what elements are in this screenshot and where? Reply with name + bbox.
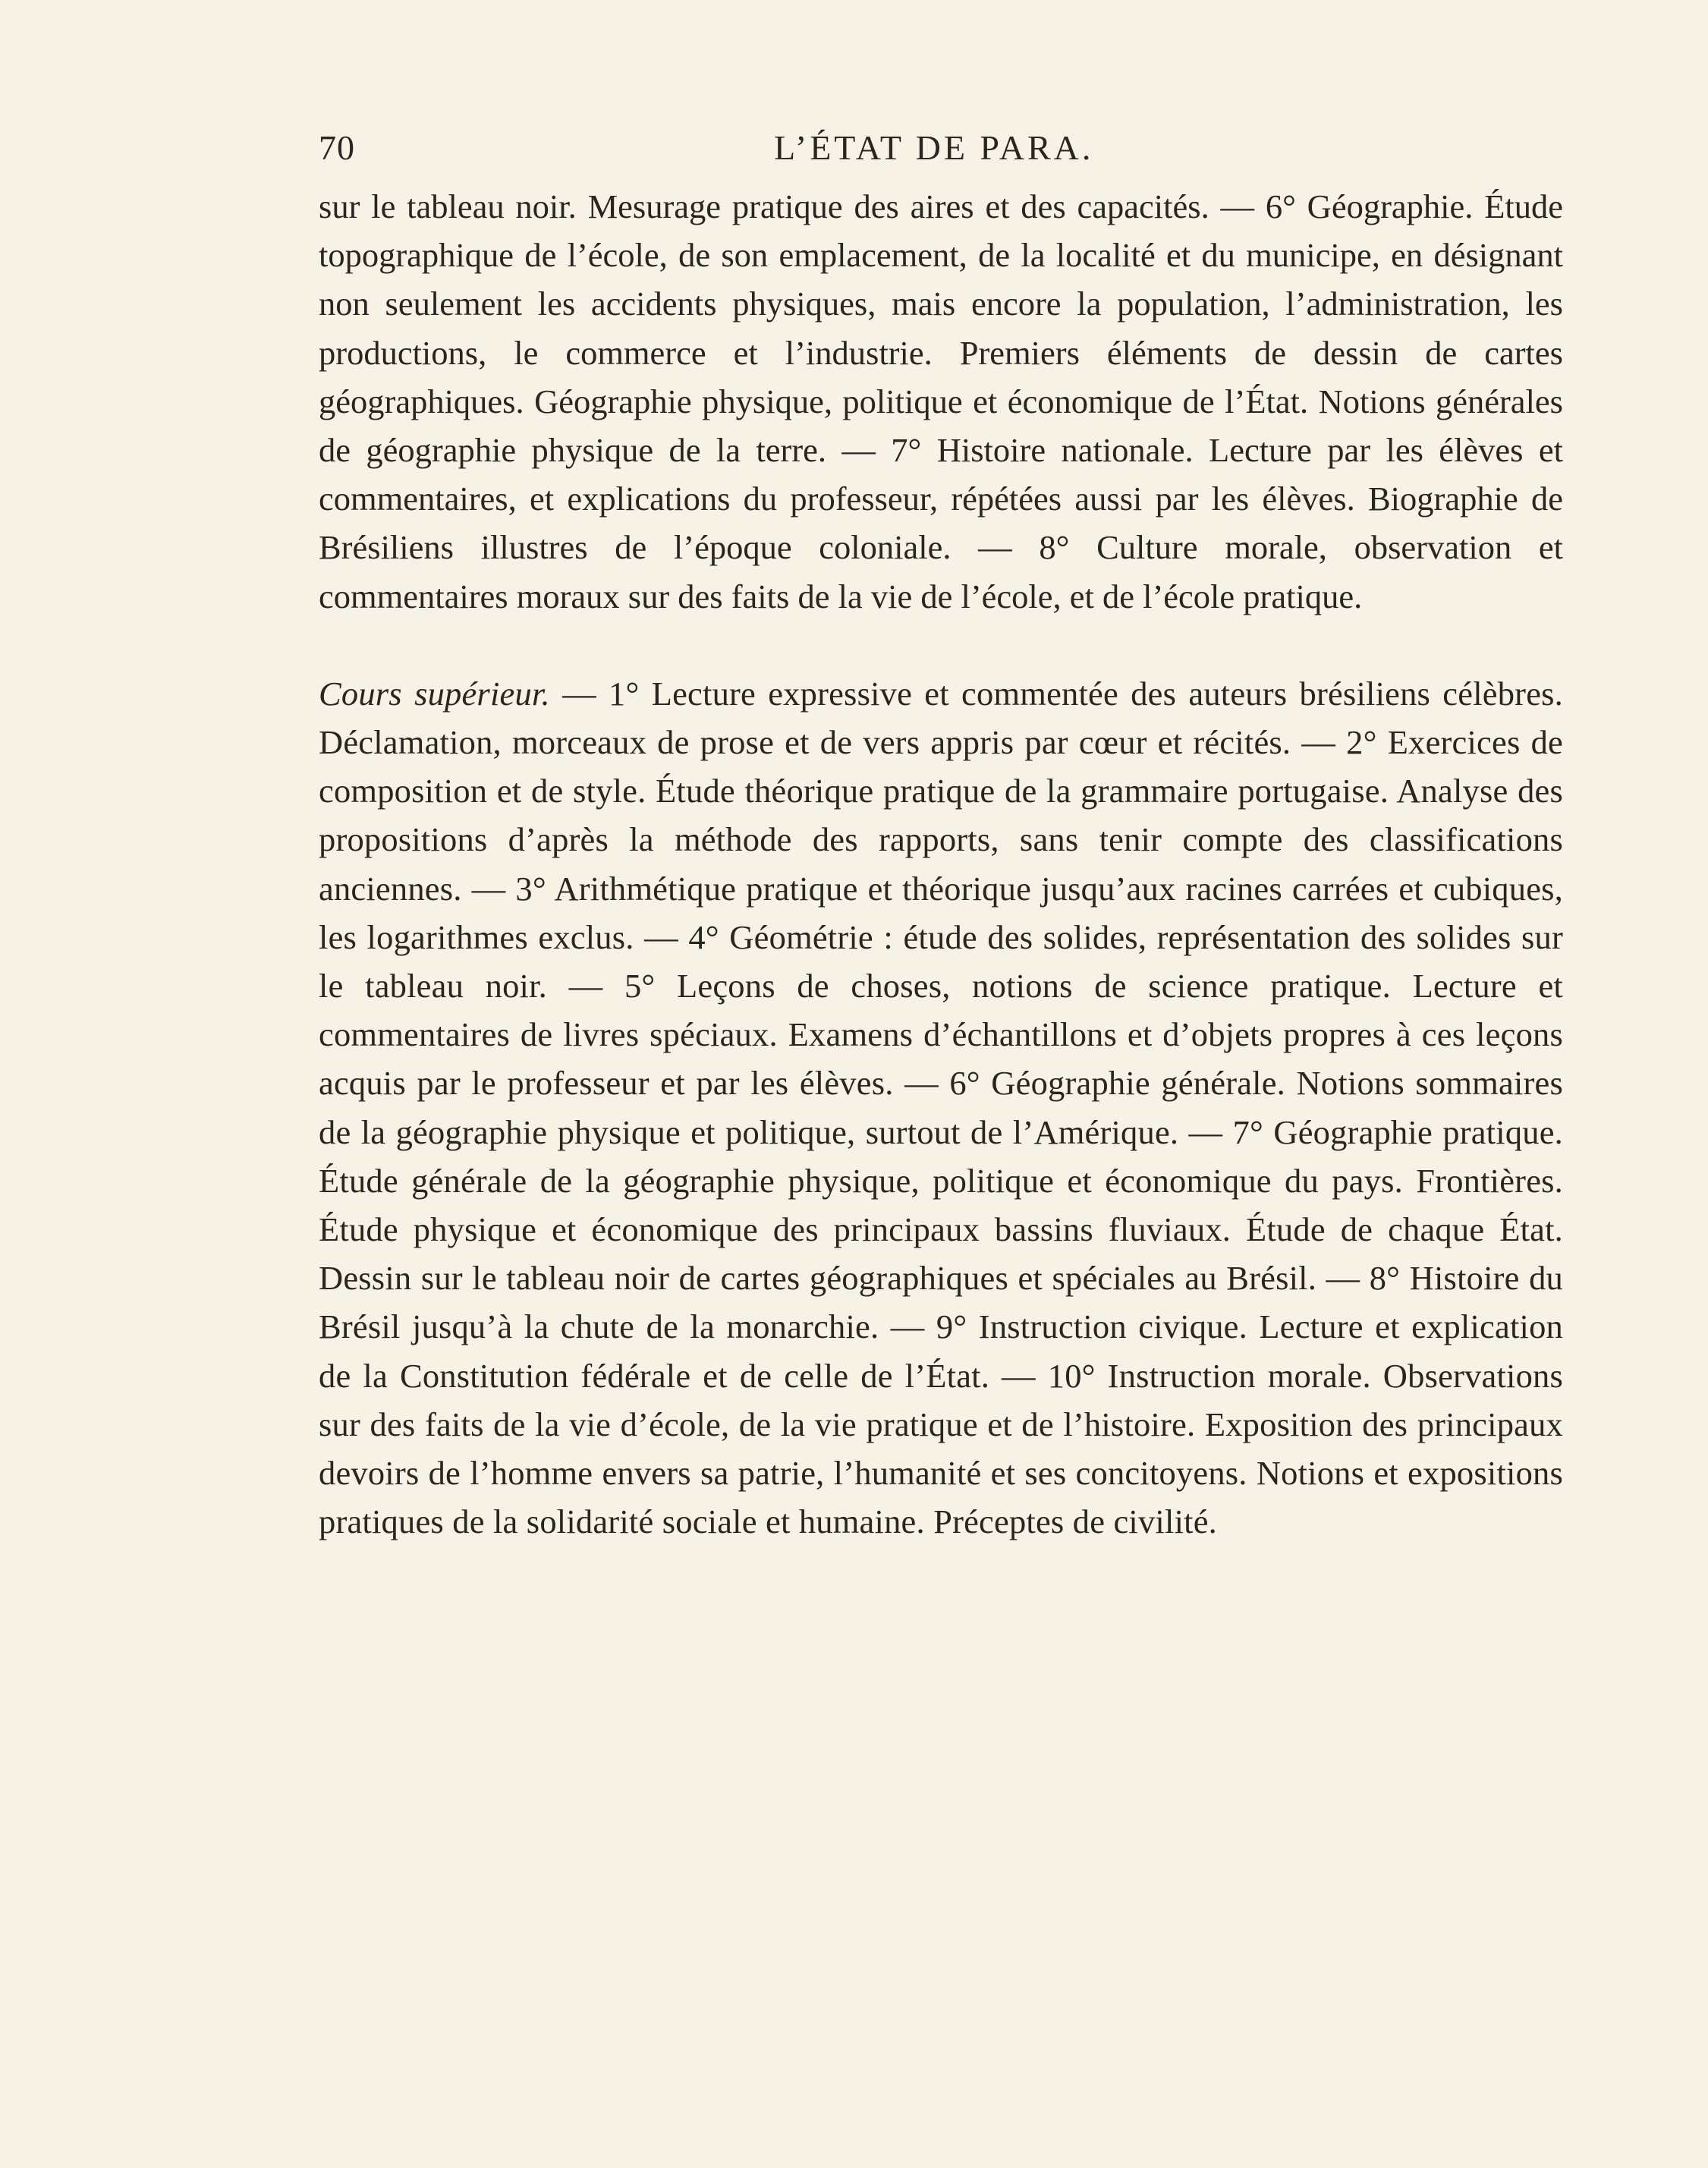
page-number: 70 — [319, 128, 355, 167]
running-head: L’ÉTAT DE PARA. — [774, 128, 1094, 167]
paragraph-text: — 1° Lecture expressive et commentée des auteurs brésiliens célèbres. Déclamation, morceaux de prose et de vers appris par cœur et récités. — 2° Exercices de composition et de style. Étude théorique pratique de la grammaire portugaise. Analyse des propositions d’après la méthode des rapports, sans tenir compte des classifications anciennes. — 3° Arithmétique pratique et théorique jusqu’aux racines carrées et cubiques, les logarithmes exclus. — 4° Géométrie : étude des solides, représentation des solides sur le tableau noir. — 5° Leçons de choses, notions de science pratique. Lecture et commentaires de livres spéciaux. Examens d’échantillons et d’objets propres à ces leçons acquis par le professeur et par les élèves. — 6° Géographie générale. Notions sommaires de la géographie physique et politique, surtout de l’Amérique. — 7° Géographie pratique. Étude générale de la géographie physique, politique et économique du pays. Frontières. Étude physique et économique des principaux bassins fluviaux. Étude de chaque État. Dessin sur le tableau noir de cartes géographiques et spéciales au Brésil. — 8° Histoire du Brésil jusqu’à la chute de la monarchie. — 9° Instruction civique. Lecture et explication de la Constitution fédérale et de celle de l’État. — 10° Instruction morale. Observations sur des faits de la vie d’école, de la vie pratique et de l’histoire. Exposition des principaux devoirs de l’homme envers sa patrie, l’humanité et ses concitoyens. Notions et expositions pratiques de la solidarité sociale et humaine. Préceptes de civilité. — [319, 674, 1563, 1541]
paragraph-primary-course-continued: sur le tableau noir. Mesurage pratique des aires et des capacités. — 6° Géographie. Étude topographique de l’école, de son emplacement, de la localité et du municipe, en désignant non seulement les accidents physiques, mais encore la population, l’administration, les productions, le commerce et l’industrie. Premiers éléments de dessin de cartes géographiques. Géographie physique, politique et économique de l’État. Notions générales de géographie physique de la terre. — 7° Histoire nationale. Lecture par les élèves et commentaires, et explications du professeur, répétées aussi par les élèves. Biographie de Brésiliens illustres de l’époque coloniale. — 8° Culture morale, observation et commentaires moraux sur des faits de la vie de l’école, et de l’école pratique. — [319, 187, 1563, 615]
body-text — [319, 182, 1563, 1546]
paragraph-cours-superieur — [319, 669, 1563, 1547]
section-title: Cours supérieur. — [319, 674, 550, 713]
page-header — [319, 127, 1563, 181]
